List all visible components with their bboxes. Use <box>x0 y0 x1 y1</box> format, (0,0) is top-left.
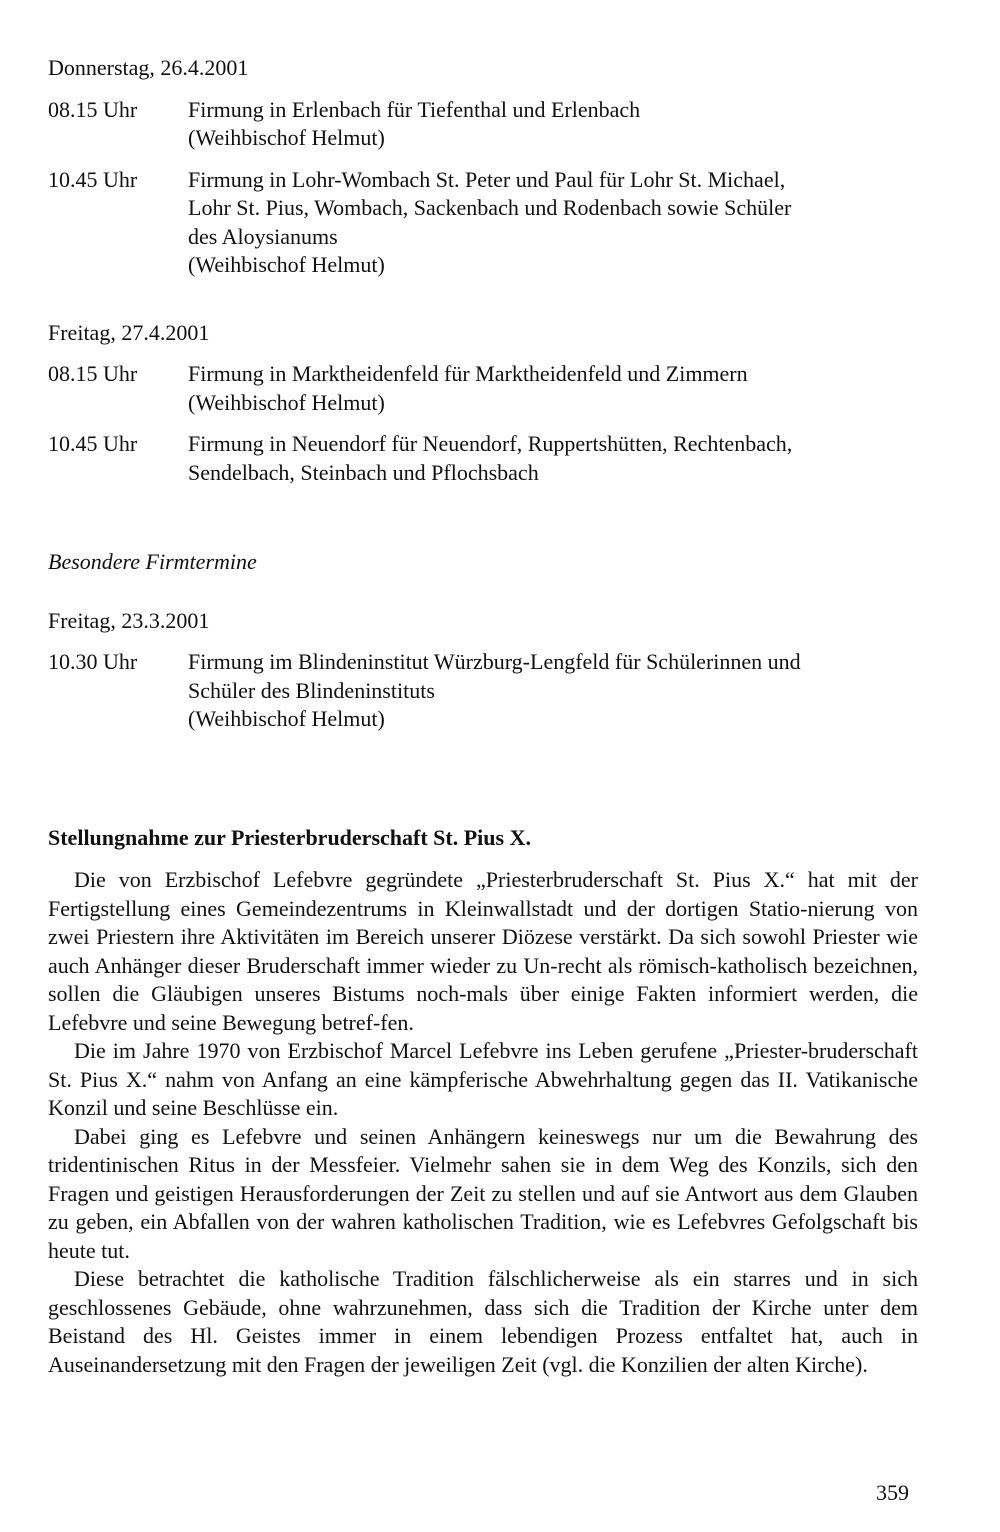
section-title: Stellungnahme zur Priesterbruderschaft St. Pius X. <box>48 824 531 850</box>
entry-line: Firmung in Neuendorf für Neuendorf, Ruppertshütten, Rechtenbach, <box>188 431 793 456</box>
schedule-entry <box>48 360 918 417</box>
schedule-entry <box>48 166 918 280</box>
entry-description <box>188 360 918 417</box>
entry-time: 10.30 Uhr <box>48 649 138 674</box>
schedule-entry <box>48 648 918 734</box>
entry-time: 08.15 Uhr <box>48 361 138 386</box>
body-paragraph: Die von Erzbischof Lefebvre gegründete „Priesterbruderschaft St. Pius X.“ hat mit der Fertigstellung eines Gemeindezentrums in Kleinwallstadt und der dortigen Statio-nierung von zwei Priestern ihre Aktivitäten im Bereich unserer Diözese verstärkt. Da sich sowohl Priester wie auch Anhänger dieser Bruderschaft immer wieder zu Un-recht als römisch-katholisch bezeichnen, sollen die Gläubigen unseres Bistums noch-mals über einige Fakten informiert werden, die Lefebvre und seine Bewegung betref-fen. <box>48 867 918 1035</box>
entry-time: 10.45 Uhr <box>48 166 138 192</box>
entry-line: Schüler des Blindeninstituts <box>188 677 435 703</box>
entry-line: Firmung in Lohr-Wombach St. Peter und Paul für Lohr St. Michael, <box>188 166 786 192</box>
entry-line: Lohr St. Pius, Wombach, Sackenbach und Rodenbach sowie Schüler <box>188 195 792 220</box>
entry-line: des Aloysianums <box>188 223 338 249</box>
entry-description <box>188 648 918 734</box>
page-number: 359 <box>876 1480 909 1505</box>
day-heading-thursday: Donnerstag, 26.4.2001 <box>48 55 249 80</box>
entry-description <box>188 430 918 487</box>
entry-time: 10.45 Uhr <box>48 431 138 456</box>
special-dates-heading: Besondere Firmtermine <box>48 549 257 574</box>
entry-line: (Weihbischof Helmut) <box>188 389 385 415</box>
entry-line: Firmung in Marktheidenfeld für Marktheidenfeld und Zimmern <box>188 361 748 386</box>
day-heading-special: Freitag, 23.3.2001 <box>48 607 210 633</box>
entry-line: Firmung im Blindeninstitut Würzburg-Lengfeld für Schülerinnen und <box>188 649 801 674</box>
entry-description <box>188 166 918 280</box>
entry-description <box>188 96 918 153</box>
entry-line: (Weihbischof Helmut) <box>188 252 385 277</box>
day-heading-friday: Freitag, 27.4.2001 <box>48 319 210 345</box>
body-paragraph: Die im Jahre 1970 von Erzbischof Marcel Lefebvre ins Leben gerufene „Priester-bruderschaft St. Pius X.“ nahm von Anfang an eine kämpferische Abwehrhaltung gegen das II. Vatikanische Konzil und seine Beschlüsse ein. <box>48 1038 918 1120</box>
entry-time: 08.15 Uhr <box>48 96 138 122</box>
entry-line: Firmung in Erlenbach für Tiefenthal und Erlenbach <box>188 96 641 122</box>
entry-line: Sendelbach, Steinbach und Pflochsbach <box>188 459 539 485</box>
entry-line: (Weihbischof Helmut) <box>188 706 385 731</box>
document-page <box>48 54 918 1379</box>
body-paragraph: Diese betrachtet die katholische Tradition fälschlicherweise als ein starres und in sich geschlossenes Gebäude, ohne wahrzunehmen, dass sich die Tradition der Kirche unter dem Beistand des Hl. Geistes immer in einem lebendigen Prozess entfaltet hat, auch in Auseinandersetzung mit den Fragen der jeweiligen Zeit (vgl. die Konzilien der alten Kirche). <box>48 1266 918 1377</box>
entry-line: (Weihbischof Helmut) <box>188 125 385 150</box>
schedule-entry <box>48 96 918 153</box>
schedule-entry <box>48 430 918 487</box>
body-paragraph: Dabei ging es Lefebvre und seinen Anhängern keineswegs nur um die Bewahrung des tridentinischen Ritus in der Messfeier. Vielmehr sahen sie in dem Weg des Konzils, sich den Fragen und geistigen Herausforderungen der Zeit zu stellen und auf sie Antwort aus dem Glauben zu geben, ein Abfallen von der wahren katholischen Tradition, wie es Lefebvres Gefolgschaft bis heute tut. <box>48 1123 918 1263</box>
